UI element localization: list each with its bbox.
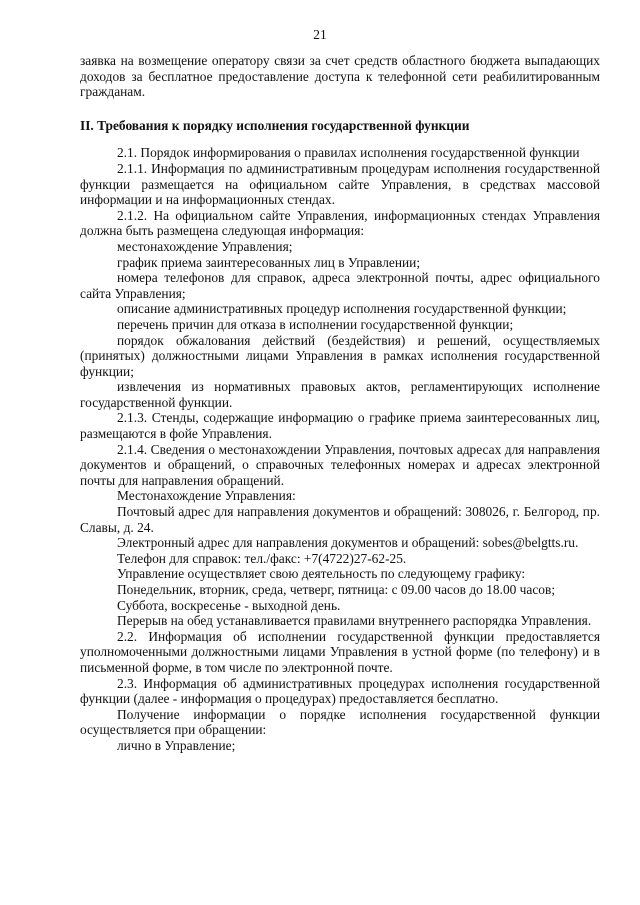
paragraph-2-1-3: 2.1.3. Стенды, содержащие информацию о графике приема заинтересованных лиц, размещаются в фойе Управления. (80, 410, 600, 442)
schedule-lunch: Перерыв на обед устанавливается правилами внутреннего распорядка Управления. (117, 613, 592, 629)
list-item: порядок обжалования действий (бездействия) и решений, осуществляемых (принятых) должностными лицами Управления в рамках исполнения государственной функции; (80, 332, 600, 379)
section-heading: II. Требования к порядку исполнения государственной функции (80, 117, 470, 133)
paragraph-2-1-1: 2.1.1. Информация по административным процедурам исполнения государственной функции размещается на официальном сайте Управления, в средствах массовой информации и на информационных стендах. (80, 160, 600, 208)
list-item: извлечения из нормативных правовых актов, регламентирующих исполнение государственной функции. (80, 379, 600, 410)
list-item: местонахождение Управления; (117, 238, 293, 254)
location-label: Местонахождение Управления: (117, 488, 296, 504)
email-address: Электронный адрес для направления документов и обращений: sobes@belgtts.ru. (117, 535, 579, 551)
paragraph-2-1: 2.1. Порядок информирования о правилах исполнения государственной функции (117, 145, 580, 161)
schedule-intro: Управление осуществляет свою деятельность по следующему графику: (117, 566, 526, 582)
intro-paragraph: заявка на возмещение оператору связи за счет средств областного бюджета выпадающих доходов за бесплатное предоставление доступа к телефонной сети реабилитированным гражданам. (80, 53, 600, 100)
paragraph-2-1-2: 2.1.2. На официальном сайте Управления, информационных стендах Управления должна быть размещена следующая информация: (80, 207, 600, 239)
paragraph-2-1-4: 2.1.4. Сведения о местонахождении Управления, почтовых адресах для направления документов и обращений, о справочных телефонных номерах и адресах электронной почты для направления обращений. (80, 441, 600, 488)
list-item: перечень причин для отказа в исполнении государственной функции; (117, 316, 514, 332)
phone-number: Телефон для справок: тел./факс: +7(4722)27-62-25. (117, 550, 407, 566)
document-body (80, 53, 600, 754)
schedule-weekdays: Понедельник, вторник, среда, четверг, пятница: с 09.00 часов до 18.00 часов; (117, 582, 556, 597)
list-item: график приема заинтересованных лиц в Управлении; (117, 254, 421, 270)
list-item: номера телефонов для справок, адреса электронной почты, адрес официального сайта Управления; (80, 270, 600, 301)
schedule-weekend: Суббота, воскресенье - выходной день. (117, 597, 341, 613)
info-request-paragraph: Получение информации о порядке исполнения государственной функции осуществляется при обращении: (80, 706, 600, 738)
paragraph-2-3: 2.3. Информация об административных процедурах исполнения государственной функции (далее - информация о процедурах) предоставляется бесплатно. (80, 675, 600, 707)
paragraph-2-2: 2.2. Информация об исполнении государственной функции предоставляется уполномоченными должностными лицами Управления в устной форме (по телефону) и в письменной форме, в том числе по электронной почте. (80, 628, 600, 675)
list-item: лично в Управление; (117, 737, 236, 753)
postal-address: Почтовый адрес для направления документов и обращений: 308026, г. Белгород, пр. Славы, д. 24. (80, 504, 600, 535)
page-number: 21 (313, 27, 327, 42)
list-item: описание административных процедур исполнения государственной функции; (117, 301, 567, 317)
